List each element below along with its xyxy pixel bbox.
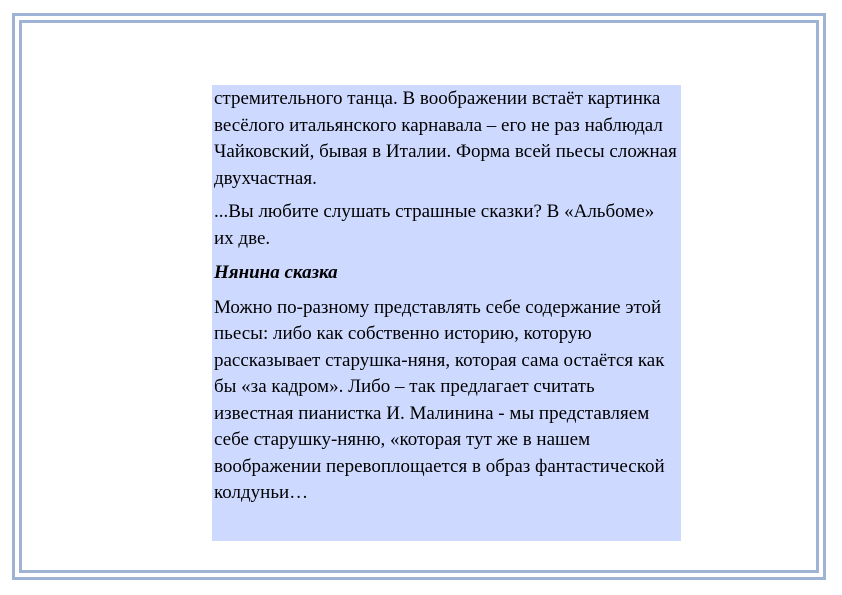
section-heading: Нянина сказка	[214, 262, 338, 283]
text-content-block	[212, 85, 681, 541]
paragraph-nanny-tale: Можно по-разному представлять себе содержание этой пьесы: либо как собственно историю, которую рассказывает старушка-няня, которая сама остаётся как бы «за кадром». Либо – так предлагает считать известная пианистка И. Малинина - мы представляем себе старушку-няню, «которая тут же в нашем воображении перевоплощается в образ фантастической колдуньи…	[214, 296, 665, 503]
paragraph-carnival: стремительного танца. В воображении встаёт картинка весёлого итальянского карнавала – его не раз наблюдал Чайковский, бывая в Италии. Форма всей пьесы сложная двухчастная.	[214, 88, 677, 189]
paragraph-scary-tales: ...Вы любите слушать страшные сказки? В «Альбоме» их две.	[214, 201, 655, 249]
